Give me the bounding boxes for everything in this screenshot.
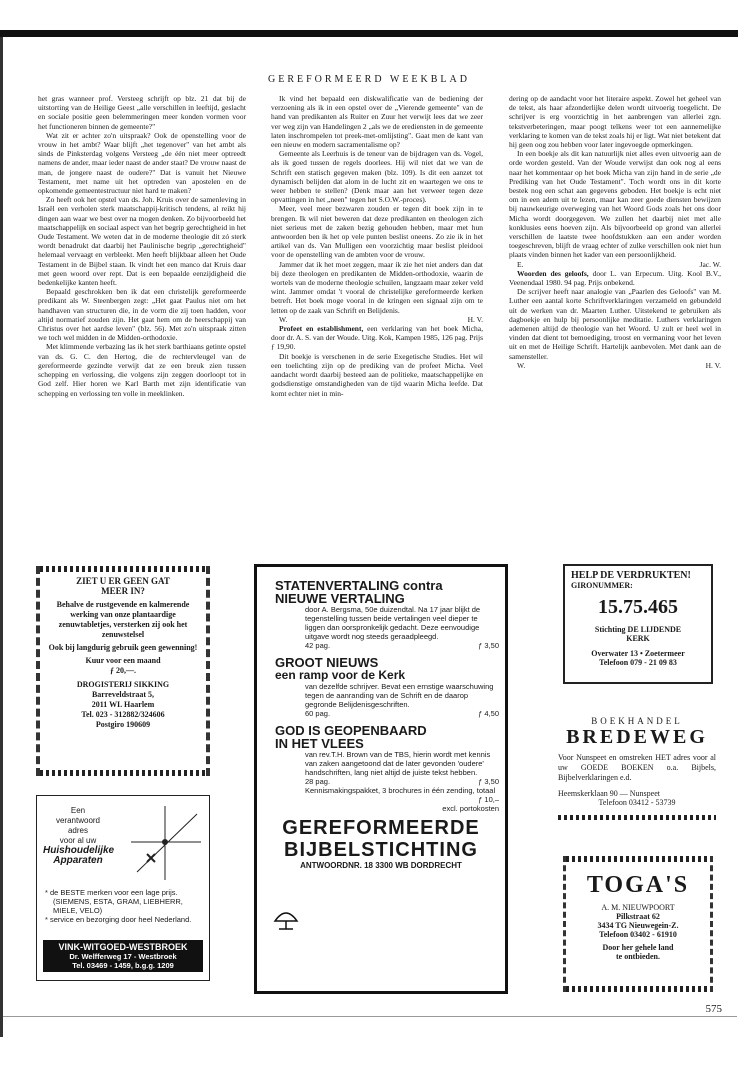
ad-text: Ook bij langdurig gebruik geen gewenning! [48,643,198,652]
advertisement-vink [36,795,210,981]
ad-pages: 42 pag. [305,641,331,650]
ad-price: ƒ 3,50 [478,777,499,786]
signature-left: E. [517,259,524,269]
ad-heading: GOD IS GEOPENBAARD [275,723,427,738]
signature-left: W. [517,360,526,370]
ad-text: van dezelfde schrijver. Bevat een ernstige waarschuwing tegen de aanranding van de Schrift en de daarop gegronde Belijdenisgeschriften. [305,682,494,709]
ad-organization: Stichting DE LIJDENDE [594,625,682,634]
zigzag-border [40,770,206,776]
ad-text: Kennismakingspakket, 3 brochures in één zending, totaal [305,786,496,795]
ad-company-name: TOGA'S [586,872,690,898]
text-column-1 [38,94,246,552]
ad-giro: Postgiro 190609 [95,720,151,729]
ad-text: Kuur voor een maand [85,656,161,665]
ad-text: te ontbieden. [616,952,660,961]
ad-heading: GROOT NIEUWS [275,655,379,670]
advertisement-verdrukten [563,564,713,684]
ad-text: verantwoord [55,816,101,825]
ad-pages: 28 pag. [305,777,331,786]
page-header: GEREFORMEERD WEEKBLAD [268,74,470,85]
paragraph: Dit boekje is verschenen in de serie Exegetische Studies. Het wil een toelichting zijn op de prediking van de profeet Micha. Veel aandacht wordt daarbij besteed aan de politieke, maatschappelijke en godsdienstige omstandigheden van de tijd waarin Micha leefde. Dat komt echter niet in min- [271,351,483,398]
ad-price: ƒ 3,50 [478,641,499,650]
paragraph: Ik vind het bepaald een diskwalificatie van de bediening der verzoening als ik in een opstel over de „Vierende gemeente" van de hand van predikanten als Ruiter en Zuur het verwijt lees dat we zeer ver weg zijn van Handelingen 2 „als we de erediensten in de gemeente laten inschrompelen tot preek-met-omlijsting". Gaat men de kant van een nieuw en modern sacramentalisme op? [271,94,483,150]
ad-company-name: DROGISTERIJ SIKKING [76,680,170,689]
left-border [0,37,3,1037]
ad-owner: A. M. NIEUWPOORT [601,903,675,912]
book-review-heading [509,269,721,287]
ad-phone: Tel. 023 - 312882/324606 [81,710,165,719]
zigzag-border [566,856,710,862]
zigzag-border [566,986,710,992]
ad-company-name: BREDEWEG [566,726,708,748]
ad-text: Door her gehele land [602,943,674,952]
ad-phone: Telefoon 03412 - 53739 [598,798,676,807]
paragraph: Bepaald geschrokken ben ik dat een christelijk gereformeerde predikant als W. Steenbergen zegt: „Het gaat Paulus niet om het handhaven van structuren die, in de vorm die zij toen hadden, voor altijd normatief zouden zijn. Het gaat hem om de heerschappij van Christus over het aardse leven" (blz. 56). Met zo'n uitspraak zitten we toch wel midden in de Midden-orthodoxie. [38,287,246,343]
advertisement-gbs [254,564,508,994]
text-column-3 [509,94,721,552]
ad-bullet: * de BESTE merken voor een lage prijs. [45,888,178,897]
ad-bullet: * service en bezorging door heel Nederland. [45,915,192,924]
ad-phone: Telefoon 079 - 21 09 83 [599,658,677,667]
signature-right: H. V. [705,360,721,370]
ad-price: ƒ 20,—. [110,666,136,675]
ad-text: excl. portokosten [442,804,499,813]
ad-text: Apparaten [53,855,103,866]
ad-address: Heemskerklaan 90 — Nunspeet [558,789,660,798]
ad-text: van rev.T.H. Brown van de TBS, hierin wordt met kennis van zaken aangetoond dat de later gevonden 'oudere' handschriften, lang niet altijd de juiste tekst hebben. [305,750,491,777]
paragraph: dering op de aandacht voor het literaire aspekt. Zowel het geheel van de tekst, als haar afzonderlijke delen wordt uitvoerig toegelicht. De schrijver is erg voorzichtig in het aanbrengen van allerlei zgn. tekstverbeteringen, maar poogt telkens weer tot een aannemelijke verklaring te komen van de tekst zoals hij er ligt. Wat niet betekent dat hij geen oog zou hebben voor later ingevoegde opmerkingen. [509,94,721,150]
ad-phone: Telefoon 03402 - 61910 [599,930,677,939]
ad-organization: BIJBELSTICHTING [284,839,478,861]
ad-heading: NIEUWE VERTALING [275,591,405,606]
ad-text: Een [70,806,86,815]
ad-phone: Tel. 03469 - 1459, b.g.g. 1209 [72,961,174,970]
ad-giro-label: GIRONUMMER: [571,581,633,590]
ad-address: ANTWOORDNR. 18 3300 WB DORDRECHT [300,861,462,870]
signature [509,260,721,269]
ad-company-name: VINK-WITGOED-WESTBROEK [58,942,188,952]
ad-heading: HELP DE VERDRUKTEN! [571,570,691,581]
ad-address: Pilkstraat 62 [616,912,660,921]
ad-bullet-brands: (SIEMENS, ESTA, GRAM, LIEBHERR, MIELE, VELO) [53,897,183,915]
ad-headline: ZIET U ER GEEN GAT [76,576,170,586]
signature [271,315,483,324]
paragraph: Gemeente als Leerhuis is de teneur van de bijdragen van ds. Vogel, als ik goed tussen de regels doorlees. Hij wil niet dat we van de Schrift een statisch gegeven maken (blz. 109). Is dit een aanzet tot dynamisch belijden dat alom in de lucht zit en waartegen we ons te weer hebben te stellen? (Denk maar aan het verweer tegen deze opvattingen in het „neen" tegen het S.O.W.-proces). [271,149,483,205]
ad-address: Overwater 13 • Zoetermeer [591,649,685,658]
ad-pages: 60 pag. [305,709,331,718]
book-title: Profeet en establishment, [279,324,364,334]
signature-right: Jac. W. [699,259,721,269]
ad-heading: IN HET VLEES [275,736,364,751]
text-column-2 [271,94,483,552]
ad-text: adres [67,826,88,835]
ad-address: Dr. Welfferweg 17 - Westbroek [69,952,177,961]
ad-organization: KERK [626,634,650,643]
ad-price: ƒ 4,50 [478,709,499,718]
paragraph: Met klimmende verbazing las ik het sterk barthiaans getinte opstel van ds. G. C. den Hertog, die de rechtervleugel van de gereformeerde gezindte verwijt dat ze een breuk zien tussen schepping en verlossing, die volgens zijn zeggen doorloopt tot in God zelf. Hier horen we Karl Barth met zijn identificatie van schepping en verlossing ten volle in meeklinken. [38,342,246,398]
ad-text: Behalve de rustgevende en kalmerende werking van onze plantaardige zenuwtabletjes, versterken zij ook het zenuwstelsel [56,600,190,639]
paragraph: Jammer dat ik het moet zeggen, maar ik zie het niet anders dan dat bij deze theologen en predikanten de Midden-orthodoxie, waarin de wortels van de moderne theologie schuilen, langzaam maar zeker veld wint. Jammer omdat 't vooral de christelijke gereformeerde kerken betreft. Het boek moge vooral in de kringen een signaal zijn om te letten op de zaak van Schrift en Belijdenis. [271,259,483,315]
ad-giro-number: 15.75.465 [598,596,678,618]
signature-right: H. V. [467,314,483,324]
ad-headline: MEER IN? [101,586,145,596]
page-number: 575 [705,1003,722,1015]
ad-address: Barreveldstraat 5, [91,690,155,699]
ad-address: 3434 TG Nieuwegein-Z. [597,921,679,930]
paragraph: Wat zit er achter zo'n uitspraak? Ook de openstelling voor de vrouw in het ambt? Waar blijft „het tegenover" van het ambt als sinds de Pinksterdag volgens Versteeg „de één niet meer optreedt namens de ander, maar ieder naast de ander staat? De vrouw naast de man, de jongere naast de oudere?" Dat is vanuit het Nieuwe Testament, met name uit het optreden van apostelen en de opkomende gemeentestructuur niet hard te maken? [38,130,246,196]
lamp-icon [271,901,301,931]
paragraph: In een boekje als dit kan natuurlijk niet alles even uitvoerig aan de orde worden gesteld. Van der Woude verwijst dan ook nog al eens naar het kommentaar op het boek Micha van zijn hand in de serie „de Prediking van het Oude Testament". Toch wordt ons in dit korte bestek nog een schat aan gegevens geboden. Het boekje is echt niet om in een adem uit te lezen, maar kan zeer goede diensten bewijzen bij nauwkeurige overweging van het Woord Gods zoals het ons door Micha wordt doorgegeven. We zullen het daarbij niet met alle konklusies eens hoeven zijn. Als bijvoorbeeld op grond van allerlei verschillen de laatste twee hoofdstukken aan een ander worden toegeschreven, blijft de vraag echter of zulke verschillen ook niet hun plaats vinden binnen het kader van een persoonlijkheid. [509,149,721,260]
zigzag-border [558,815,716,820]
ad-heading: STATENVERTALING contra [275,578,443,593]
paragraph: Meer, veel meer bezwaren zouden er tegen dit boek zijn in te brengen. Ik wil niet beweren dat deze predikanten en theologen zich niet serieus met de zaken bezig gehouden hebben, maar met hun antwoorden ben ik het op vele punten beslist oneens. Zo zie ik in het artikel van ds. Van Mulligen een voorzichtig maar beslist pleidooi voor de openstelling van de ambten voor de vrouw. [271,204,483,260]
ad-organization: GEREFORMEERDE [282,817,480,839]
ad-heading: een ramp voor de Kerk [275,668,406,682]
map-icon [127,802,205,884]
book-description: door L. van Erpecum. Uitg. Kool B.V., Veenendaal 1980. 94 pag. Prijs onbekend. [509,268,721,288]
ad-text: Voor Nunspeet en omstreken HET adres voor al uw GOEDE BOEKEN o.a. Bijbels, Bijbelverklaringen e.d. [558,753,716,782]
ad-address: 2011 WL Haarlem [91,700,155,709]
ad-price: ƒ 10,– [478,795,499,804]
top-border [0,30,738,37]
ad-text: door A. Bergsma, 50e duizendtal. Na 17 jaar blijkt de tegenstelling tussen beide vertalingen veel dieper te liggen dan oorspronkelijk gedacht. Deze eenvoudige uitgave wordt nog steeds geraadpleegd. [305,605,481,641]
book-review-heading [271,324,483,352]
ad-text: voor al uw [59,836,97,845]
book-title: Woorden des geloofs, [517,268,589,278]
ad-label: BOEKHANDEL [591,716,683,726]
paragraph: Zo heeft ook het opstel van ds. Joh. Kruis over de samenleving in Israël een verholen sterk maatschappij-kritisch tendens, al reikt hij dingen aan waar we best over na mogen denken. Zo bijvoorbeeld het maatschappelijk en sociaal aspect van het begrip gerechtigheid in het Oude Testament. We weten dat in de moderne theologie dit zó sterk wordt benadrukt dat daarbij het Paulinische begrip „gerechtigheid" helemaal vervaagt en verbleekt. Men heeft blijkbaar alleen het Oude Testament in de Bijbel staan. Ik vindt het een manco dat Kruis daar met geen woord over rept. Dat is een bepaalde eenzijdigheid die bedenkelijke kanten heeft. [38,195,246,288]
signature-left: W. [279,314,288,324]
advertisement-bredeweg [558,700,716,840]
signature [509,361,721,370]
paragraph: De scrijver heeft naar analogie van „Paarlen des Geloofs" van M. Luther een aantal korte Schriftverklaringen verzameld en gebundeld uit de werken van dr. Maarten Luther. Uitstekend te gebruiken als dagboekje en hulp bij persoonlijke meditatie. Luthers verklaringen ademenen altijd de theologie van het Woord. U zult er heel wel in vinden dat dient tot bemoediging, troost en vermaning voor het leven uit en met de Heilige Schrift. Hartelijk aanbevolen. Met dank aan de samensteller. [509,287,721,361]
advertisement-sikking [36,566,210,776]
paragraph: het gras wanneer prof. Versteeg schrijft op blz. 21 dat bij de uitstorting van de Heilige Geest „alle verschillen in leeftijd, geslacht en sociale positie geen belemmeringen meer konden vormen voor het functioneren binnen de gemeente?" [38,94,246,131]
advertisement-togas [563,856,713,992]
ad-text: Huishoudelijke [43,845,115,856]
bottom-rule [3,1016,737,1017]
book-description: een verklaring van het boek Micha, door dr. A. S. van der Woude. Uitg. Kok, Kampen 1985, 126 pag. Prijs ƒ 19,90. [271,324,483,352]
